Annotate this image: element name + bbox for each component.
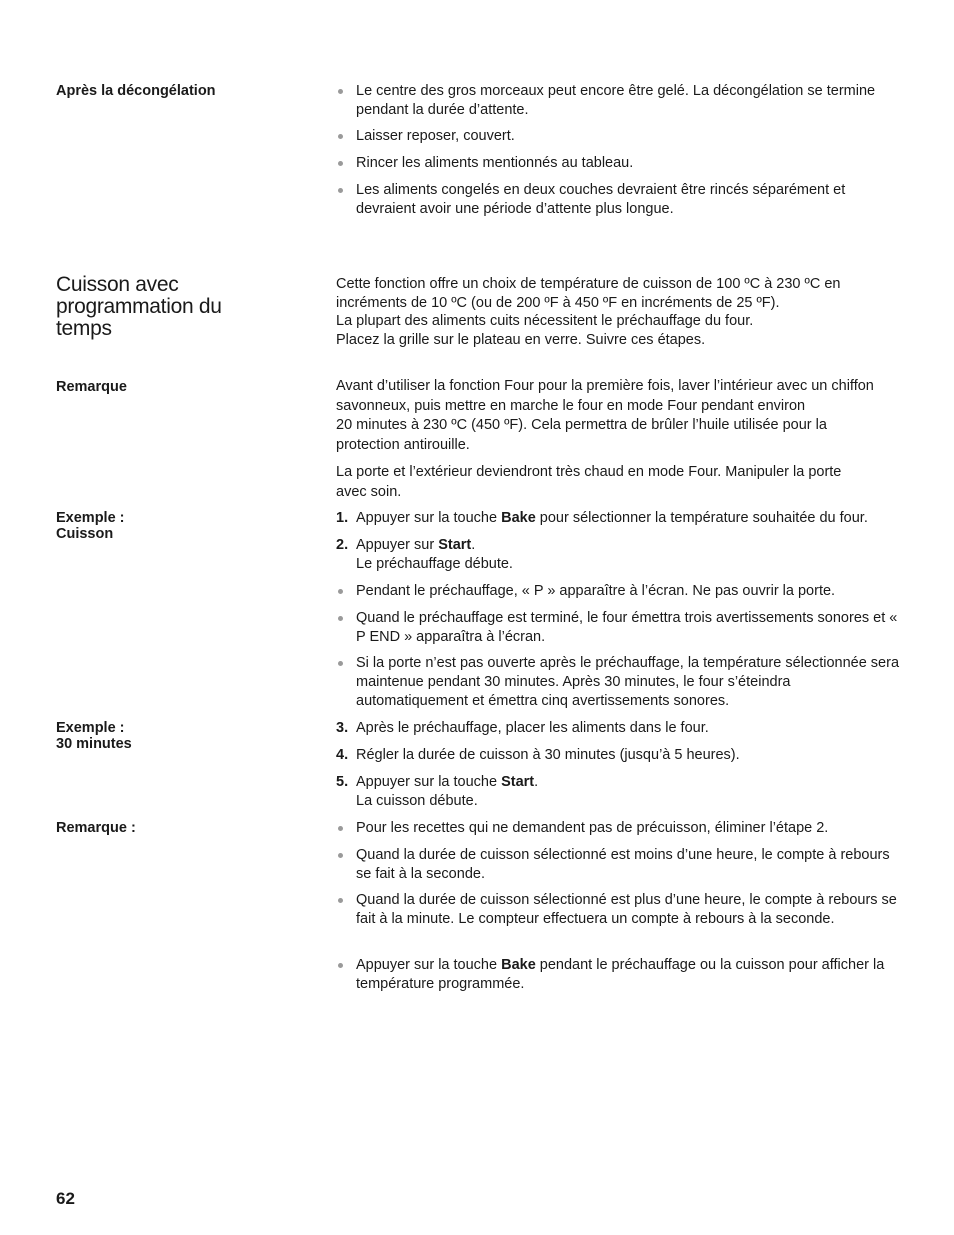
bullet-text: Quand la durée de cuisson sélectionné est moins d’une heure, le compte à rebours se fait à la seconde. <box>356 847 890 882</box>
section-title: Cuisson avec programmation du temps <box>56 273 222 340</box>
remarque-label: Remarque <box>56 379 127 395</box>
bake-key-label: Bake <box>501 957 536 973</box>
example-label-line: Exemple : <box>56 720 125 736</box>
bullet-icon <box>338 853 343 858</box>
bullet-text: Laisser reposer, couvert. <box>356 128 515 144</box>
bullet-text: Pour les recettes qui ne demandent pas de précuisson, éliminer l’étape 2. <box>356 820 829 836</box>
bullet-icon <box>338 661 343 666</box>
page-number: 62 <box>56 1189 75 1208</box>
paragraph-line: Avant d’utiliser la fonction Four pour la première fois, laver l’intérieur avec un chiffon <box>336 378 874 394</box>
step-text: Après le préchauffage, placer les aliments dans le four. <box>356 720 709 736</box>
paragraph-line: La porte et l’extérieur deviendront très chaud en mode Four. Manipuler la porte <box>336 464 842 480</box>
bullet-icon <box>338 161 343 166</box>
list-item <box>336 846 901 884</box>
bullet-icon <box>338 826 343 831</box>
section-intro <box>336 275 901 349</box>
bullet-text: Quand la durée de cuisson sélectionné est plus d’une heure, le compte à rebours se fait à la minute. Le compteur effectuera un compte à rebours à la seconde. <box>356 892 897 927</box>
after-defrost-label: Après la décongélation <box>56 83 216 99</box>
example-30-label <box>56 720 132 752</box>
intro-line: La plupart des aliments cuits nécessitent le préchauffage du four. <box>336 313 754 329</box>
step-number: 1. <box>336 510 349 526</box>
step-text: Appuyer sur la touche Start. La cuisson débute. <box>356 774 539 809</box>
remarque-paragraph-2 <box>336 463 901 502</box>
remarque2-label: Remarque : <box>56 820 136 836</box>
bullet-text: Quand le préchauffage est terminé, le four émettra trois avertissements sonores et « P END » apparaîtra à l’écran. <box>356 610 898 645</box>
step-number: 2. <box>336 537 349 553</box>
step-number: 4. <box>336 747 349 763</box>
step-text: Appuyer sur la touche Bake pour sélectionner la température souhaitée du four. <box>356 510 868 526</box>
list-item <box>336 609 901 647</box>
step-item <box>336 509 901 528</box>
start-key-label: Start <box>501 774 535 790</box>
bullet-text: Appuyer sur la touche Bake pendant le préchauffage ou la cuisson pour afficher la température programmée. <box>356 957 885 992</box>
list-item <box>336 582 901 601</box>
list-item <box>336 154 901 173</box>
paragraph-line: avec soin. <box>336 483 402 500</box>
intro-line: Cette fonction offre un choix de température de cuisson de 100 ºC à 230 ºC en <box>336 276 841 292</box>
bullet-text: Pendant le préchauffage, « P » apparaître à l’écran. Ne pas ouvrir la porte. <box>356 583 836 599</box>
list-item <box>336 181 901 219</box>
example-label-line: Cuisson <box>56 526 114 542</box>
bake-key-label: Bake <box>501 510 536 526</box>
bullet-icon <box>338 188 343 193</box>
bullet-text: Rincer les aliments mentionnés au tableau. <box>356 155 634 171</box>
step-item <box>336 536 901 574</box>
example-cuisson-label <box>56 510 125 542</box>
start-key-label: Start <box>438 537 472 553</box>
example-label-line: 30 minutes <box>56 736 132 752</box>
remarque-paragraph-1 <box>336 377 901 455</box>
list-item <box>336 819 901 838</box>
example-label-line: Exemple : <box>56 510 125 526</box>
bullet-text: Les aliments congelés en deux couches devraient être rincés séparément et devraient avoir une période d’attente plus longue. <box>356 182 846 217</box>
list-item <box>336 891 901 929</box>
step-number: 3. <box>336 720 349 736</box>
bullet-icon <box>338 589 343 594</box>
bullet-icon <box>338 134 343 139</box>
step-item <box>336 719 901 738</box>
step-number: 5. <box>336 774 349 790</box>
list-item <box>336 654 901 711</box>
step-item <box>336 746 901 765</box>
bullet-icon <box>338 89 343 94</box>
list-item <box>336 956 901 994</box>
paragraph-line: protection antirouille. <box>336 436 470 453</box>
bullet-icon <box>338 898 343 903</box>
paragraph-line: 20 minutes à 230 ºC (450 ºF). Cela permettra de brûler l’huile utilisée pour la <box>336 417 827 433</box>
bullet-text: Si la porte n’est pas ouverte après le préchauffage, la température sélectionnée sera maintenue pendant 30 minutes. Après 30 minutes, le four s’éteindra automatiquement et émettra cinq avertissements sonores. <box>356 655 900 709</box>
list-item <box>336 82 901 120</box>
bullet-icon <box>338 616 343 621</box>
list-item <box>336 127 901 146</box>
step-text: Régler la durée de cuisson à 30 minutes (jusqu’à 5 heures). <box>356 747 740 763</box>
bullet-text: Le centre des gros morceaux peut encore être gelé. La décongélation se termine pendant la durée d’attente. <box>356 83 876 118</box>
bullet-icon <box>338 963 343 968</box>
intro-line: Placez la grille sur le plateau en verre. Suivre ces étapes. <box>336 331 706 348</box>
intro-line: incréments de 10 ºC (ou de 200 ºF à 450 ºF en incréments de 25 ºF). <box>336 294 780 311</box>
step-text: Appuyer sur Start. Le préchauffage débute. <box>356 537 513 572</box>
step-item <box>336 773 901 811</box>
paragraph-line: savonneux, puis mettre en marche le four en mode Four pendant environ <box>336 397 806 414</box>
